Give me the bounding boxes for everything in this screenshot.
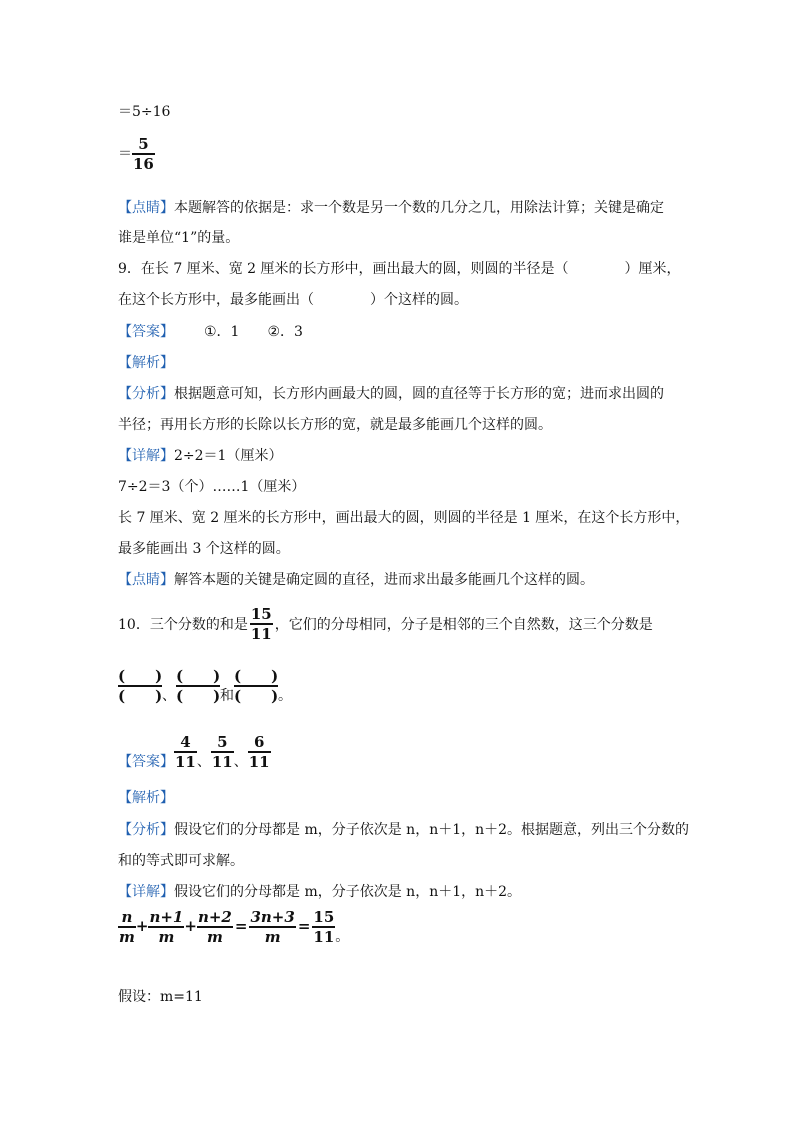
fraction-5-16 [132, 136, 155, 172]
xiangjie-10 [118, 882, 521, 902]
fraction-3n3-m [249, 909, 295, 945]
denominator: 11 [175, 753, 196, 771]
fraction-15-11 [250, 606, 273, 642]
blank-fraction-1 [118, 668, 162, 704]
separator: 、 [233, 754, 248, 770]
fraction-n-m [118, 909, 136, 945]
numerator: n [121, 908, 133, 926]
numerator: 5 [138, 135, 149, 153]
period: 。 [278, 688, 292, 704]
fenxi-text: 根据题意可知，长方形内画最大的圆，圆的直径等于长方形的宽；进而求出圆的 [174, 386, 664, 402]
blank-fraction-2 [176, 668, 220, 704]
denominator: m [206, 928, 223, 946]
separator: 、 [196, 754, 211, 770]
plus-sign: + [184, 917, 197, 935]
fenxi-tag: 【分析】 [118, 386, 174, 402]
numerator: n+2 [197, 908, 232, 926]
equals-sign: ＝ [118, 146, 132, 162]
dianjing-text: 解答本题的关键是确定圆的直径，进而求出最多能画几个这样的圆。 [174, 572, 594, 588]
equation-fractions [118, 906, 349, 957]
numerator: 15 [250, 605, 272, 623]
assumption-line: 假设：m=11 [118, 989, 203, 1005]
dianjing-9 [118, 570, 594, 590]
equation-line: ＝5÷16 [118, 104, 171, 120]
denominator: 11 [248, 753, 270, 771]
answer-fraction-1 [174, 734, 197, 770]
question-9-line2: 在这个长方形中，最多能画出（ ）个这样的圆。 [118, 292, 468, 308]
denominator: 16 [133, 155, 154, 173]
question-9-line1: 9．在长 7 厘米、宽 2 厘米的长方形中，画出最大的圆，则圆的半径是（ ）厘米， [118, 261, 681, 277]
xiangjie-text: 2÷2＝1（厘米） [174, 448, 283, 464]
dianjing-paragraph [118, 198, 664, 218]
question-10-text-cont: ，它们的分母相同，分子是相邻的三个自然数，这三个分数是 [274, 617, 653, 633]
question-10-text: 10．三个分数的和是 [118, 617, 248, 633]
fenxi-9 [118, 384, 664, 404]
xiangjie-tag: 【详解】 [118, 884, 174, 900]
xiangjie-9-line3: 长 7 厘米、宽 2 厘米的长方形中，画出最大的圆，则圆的半径是 1 厘米，在这个长方形中， [118, 510, 690, 526]
denominator: 11 [313, 928, 335, 946]
fraction-n2-m [197, 909, 233, 945]
blank-numerator: ( ) [234, 667, 279, 685]
denominator: m [119, 928, 135, 946]
denominator: m [264, 928, 281, 946]
dianjing-text: 本题解答的依据是：求一个数是另一个数的几分之几，用除法计算；关键是确定 [174, 200, 664, 216]
blank-denominator: ( ) [118, 687, 163, 705]
fraction-15-11 [312, 909, 335, 945]
numerator: 15 [313, 908, 335, 926]
answer-text: ①．1 ②．3 [204, 324, 303, 340]
xiangjie-tag: 【详解】 [118, 448, 174, 464]
dianjing-tag: 【点睛】 [118, 572, 174, 588]
fenxi-10-cont: 和的等式即可求解。 [118, 853, 244, 869]
fenxi-9-cont: 半径；再用长方形的长除以长方形的宽，就是最多能画几个这样的圆。 [118, 417, 552, 433]
blank-denominator: ( ) [234, 687, 279, 705]
xiangjie-9 [118, 446, 282, 466]
denominator: 11 [250, 625, 272, 643]
question-10-blanks [118, 666, 292, 716]
equals-sign: = [297, 917, 311, 935]
xiangjie-text: 假设它们的分母都是 m，分子依次是 n，n＋1，n＋2。 [174, 884, 522, 900]
answer-fraction-3 [248, 734, 271, 770]
analysis-tag: 【解析】 [118, 355, 174, 371]
question-10-line1 [118, 606, 653, 642]
blank-fraction-3 [234, 668, 278, 704]
answer-tag: 【答案】 [118, 754, 174, 770]
numerator: 3n+3 [250, 908, 295, 926]
blank-numerator: ( ) [118, 667, 163, 685]
denominator: m [158, 928, 175, 946]
separator-and: 和 [220, 688, 234, 704]
answer-9 [118, 322, 303, 342]
dianjing-tag: 【点睛】 [118, 200, 174, 216]
xiangjie-9-line4: 最多能画出 3 个这样的圆。 [118, 541, 290, 557]
denominator: 11 [211, 753, 233, 771]
dianjing-text-cont: 谁是单位“1”的量。 [118, 230, 240, 246]
numerator: 5 [217, 733, 228, 751]
numerator: 6 [253, 733, 265, 751]
period: 。 [335, 929, 350, 945]
fraction-n1-m [148, 909, 184, 945]
answer-fraction-2 [211, 734, 234, 770]
blank-denominator: ( ) [176, 687, 221, 705]
equals-sign: = [234, 917, 248, 935]
fenxi-10 [118, 820, 689, 840]
separator: 、 [162, 688, 176, 704]
fenxi-tag: 【分析】 [118, 822, 174, 838]
plus-sign: + [135, 917, 149, 935]
numerator: n+1 [149, 908, 184, 926]
analysis-tag: 【解析】 [118, 790, 174, 806]
fraction-line [118, 136, 155, 172]
xiangjie-9-line2: 7÷2＝3（个）……1（厘米） [118, 479, 306, 495]
answer-tag: 【答案】 [118, 324, 174, 340]
fenxi-text: 假设它们的分母都是 m，分子依次是 n，n＋1，n＋2。根据题意，列出三个分数的 [174, 822, 690, 838]
numerator: 4 [180, 733, 191, 751]
answer-10 [118, 730, 271, 784]
blank-numerator: ( ) [176, 667, 221, 685]
